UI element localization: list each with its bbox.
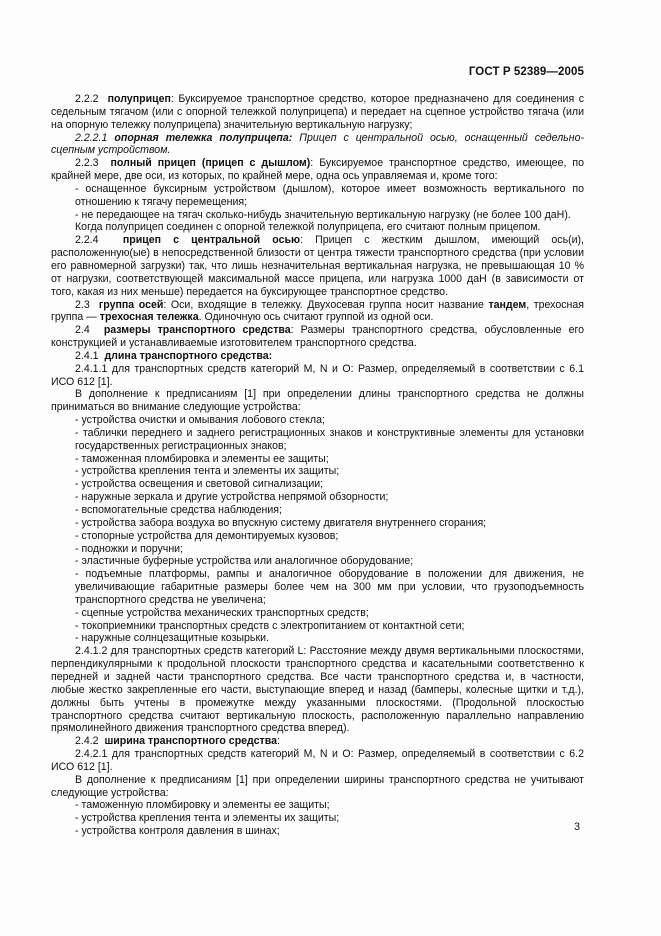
list-item: - стопорные устройства для демонтируемых кузовов; <box>75 529 339 542</box>
para-2-4-2 <box>51 735 584 748</box>
term: опорная тележка полуприцепа: <box>114 131 293 144</box>
paragraph: В дополнение к предписаниям [1] при определении ширины транспортного средства не учитывают следующие устройства: <box>51 773 584 799</box>
list-item: - таможенную пломбировку и элементы ее защиты; <box>75 799 330 812</box>
para-2-4 <box>51 324 584 350</box>
definition: Прицеп с центральной осью, оснащенный седельно-сцепным устройством. <box>51 131 584 157</box>
para-2-4-1-2: 2.4.1.2 для транспортных средств категорий L: Расстояние между двумя вертикальными плоскостями, перпендикулярными к продольной плоскости транспортного средства и касательными соответственно к передней и задней части транспортного средства. Все части транспортного средства и, в частности, любые жестко закрепленные его части, выступающие вперед и назад (бамперы, колесные щитки и т.д.), должны быть учтены в промежутке между указанными плоскостями. (Продольной плоскостью транспортного средства считают вертикальную плоскость, расположенную параллельно направлению прямолинейного движения транспортного средства вперед). <box>51 645 584 735</box>
list-item: - наружные зеркала и другие устройства непрямой обзорности; <box>75 491 389 504</box>
list-item: - устройства крепления тента и элементы их защиты; <box>75 812 340 825</box>
list-item: - устройства забора воздуха во впускную систему двигателя внутреннего сгорания; <box>75 516 487 529</box>
list-item: - подъемные платформы, рампы и аналогичное оборудование в положении для движения, не увеличивающие габаритные размеры более чем на 300 мм при условии, что грузоподъемность транспортного средства не увеличена; <box>75 568 584 606</box>
clause-number: 2.3 <box>75 298 90 311</box>
clause-number: 2.4.2 <box>75 735 99 748</box>
term: полуприцеп <box>107 93 171 105</box>
clause-number: 2.4.1 <box>75 349 99 362</box>
clause-number: 2.2.2.1 <box>75 131 108 144</box>
term: размеры транспортного средства <box>103 324 291 337</box>
list-item: - не передающее на тягач сколько-нибудь значительную вертикальную нагрузку (не более 100 даН). <box>75 208 571 221</box>
list-item: - подножки и поручни; <box>75 542 184 555</box>
term: прицеп с центральной осью <box>122 234 301 247</box>
definition: : Буксируемое транспортное средство, которое предназначено для соединения с седельным тягачом (или с опорной тележкой полуприцепа) и передает на сцепное устройство тягача (или на опорную тележку полуприцепа) значительную вертикальную нагрузку; <box>51 93 584 131</box>
para-2-2-4 <box>51 234 584 298</box>
list-item: - устройства крепления тента и элементы их защиты; <box>75 465 340 478</box>
list-item: - токоприемники транспортных средств с электропитанием от контактной сети; <box>75 619 465 632</box>
list-item: - сцепные устройства механических транспортных средств; <box>75 606 369 619</box>
list-item: - устройства очистки и омывания лобового стекла; <box>75 414 325 427</box>
para-2-4-1-1: 2.4.1.1 для транспортных средств категорий M, N и O: Размер, определяемый в соответствии с 6.1 ИСО 612 [1]. <box>51 362 584 388</box>
definition: , трехосная группа — <box>51 298 584 324</box>
list-item: - таблички переднего и заднего регистрационных знаков и конструктивные элементы для установки государственных регистрационных знаков; <box>75 426 584 452</box>
definition: : Размеры транспортного средства, обусловленные его конструкцией и устанавливаемые изготовителем транспортного средства. <box>51 324 584 350</box>
term: трехосная тележка <box>99 311 199 324</box>
clause-number: 2.4 <box>75 324 90 337</box>
list-item: - вспомогательные средства наблюдения; <box>75 504 282 516</box>
term: тандем <box>488 298 527 311</box>
definition: : Прицеп с жестким дышлом, имеющий ось(и), расположенную(ые) в непосредственной близости от центра тяжести транспортного средства (при условии его равномерной загрузки) так, что лишь незначительная вертикальная нагрузка, не превышающая 10 % от нагрузки, соответствующей максимальной массе прицепа, или нагрузка 1000 даН (в зависимости от того, какая из них меньше) передается на буксирующее транспортное средство. <box>51 234 585 298</box>
list-item: - эластичные буферные устройства или аналогичное оборудование; <box>75 555 414 568</box>
para-2-4-2-1: 2.4.2.1 для транспортных средств категорий M, N и O: Размер, определяемый в соответствии с 6.2 ИСО 612 [1]. <box>51 748 584 773</box>
definition: : <box>276 735 280 748</box>
para-2-2-3 <box>51 157 584 183</box>
definition: : Буксируемое транспортное средство, имеющее, по крайней мере, две оси, из которых, по крайней мере, одна ось управляемая и, кроме того: <box>51 157 584 183</box>
definition: . Одиночную ось считают группой из одной оси. <box>198 311 434 324</box>
document-header: ГОСТ Р 52389—2005 <box>468 66 584 78</box>
list-item: - оснащенное буксирным устройством (дышлом), которое имеет возможность вертикального по отношению к тягачу перемещения; <box>75 182 584 208</box>
term: полный прицеп (прицеп с дышлом) <box>110 157 311 170</box>
para-2-4-1 <box>51 350 584 363</box>
para-2-2-2 <box>51 93 584 132</box>
list-item: - устройства контроля давления в шинах; <box>75 825 280 838</box>
term: ширина транспортного средства <box>104 735 277 748</box>
definition: : Оси, входящие в тележку. Двухосевая группа носит название <box>163 298 489 311</box>
term: длина транспортного средства: <box>104 349 273 362</box>
paragraph: В дополнение к предписаниям [1] при определении длины транспортного средства не должны приниматься во внимание следующие устройства: <box>51 388 584 414</box>
list-item: - устройства освещения и световой сигнализации; <box>75 478 324 491</box>
clause-number: 2.2.4 <box>75 234 99 247</box>
note: Когда полуприцеп соединен с опорной тележкой полуприцепа, его считают полным прицепом. <box>75 221 541 234</box>
list-item: - наружные солнцезащитные козырьки. <box>75 632 269 645</box>
document-body <box>51 93 584 838</box>
clause-number: 2.2.3 <box>75 157 99 170</box>
clause-number: 2.2.2 <box>75 93 99 105</box>
para-2-2-2-1 <box>51 132 584 158</box>
list-item: - таможенная пломбировка и элементы ее защиты; <box>75 452 329 465</box>
term: группа осей <box>98 298 164 311</box>
page-number: 3 <box>574 821 580 833</box>
para-2-3 <box>51 299 584 325</box>
